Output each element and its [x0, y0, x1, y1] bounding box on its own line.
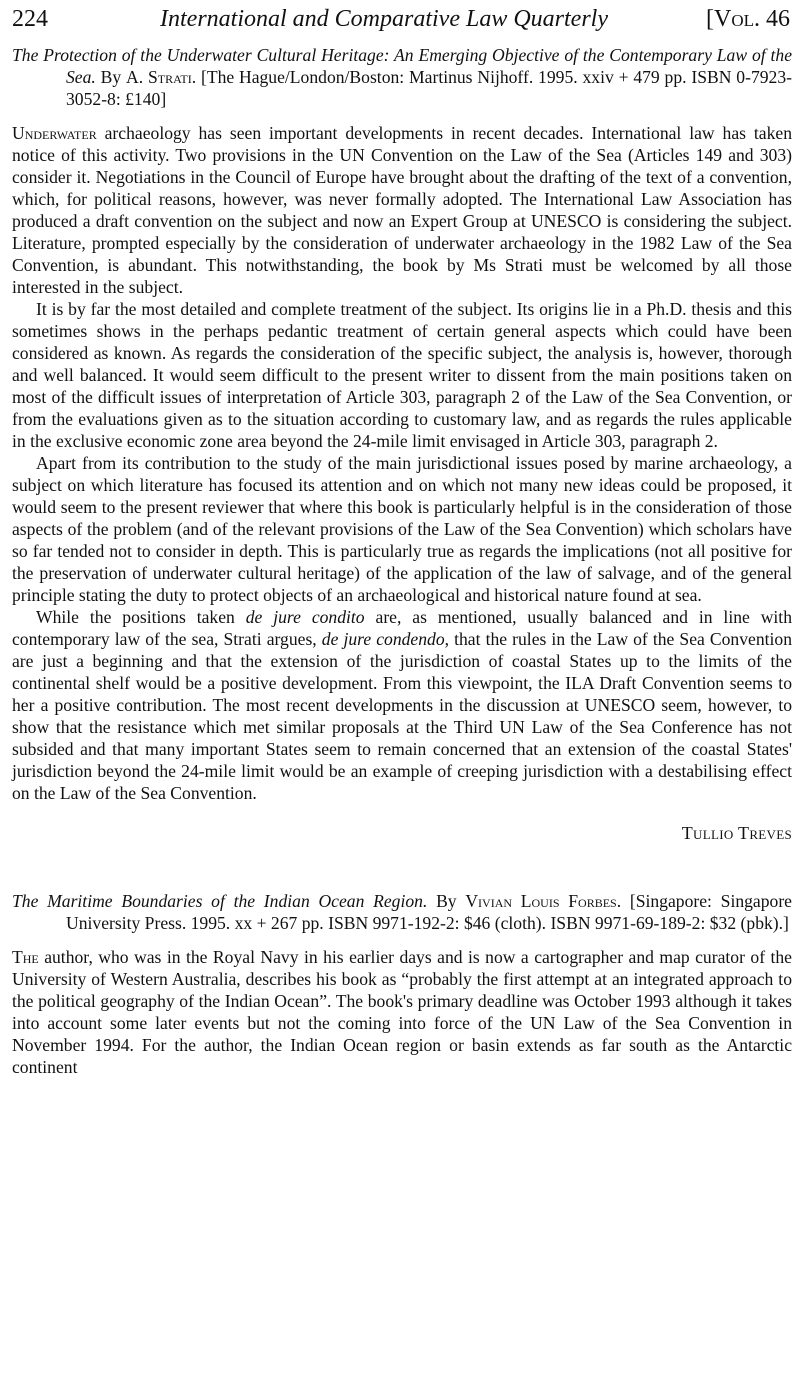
reviewer-signature: Tullio Treves [681, 823, 792, 843]
book-title: The Protection of the Underwater Cultural Heritage: An Emerging Objective of the Contemporary Law of the Sea. [12, 45, 792, 87]
review-paragraph: It is by far the most detailed and complete treatment of the subject. Its origins lie in a Ph.D. thesis and this sometimes shows in the perhaps pedantic treatment of certain general aspects which could have been considered as known. As regards the consideration of the specific subject, the analysis is, however, thorough and well balanced. It would seem difficult to the present writer to dissent from the main positions taken on most of the difficult issues of interpretation of Article 303, paragraph 2 of the Law of the Sea Convention, or from the evaluations given as to the situation according to customary law, and as regards the rules applicable in the exclusive economic zone area beyond the 24-mile limit envisaged in Article 303, paragraph 2. [12, 299, 792, 451]
review-paragraph [12, 606, 792, 804]
running-head [12, 2, 790, 36]
book-title: The Maritime Boundaries of the Indian Ocean Region. [12, 891, 428, 911]
latin-phrase: de jure condito [245, 607, 365, 627]
citation-by: By [427, 891, 466, 911]
journal-title: International and Comparative Law Quarterly [160, 6, 608, 32]
volume-label: [Vol. 46 [706, 6, 790, 32]
review-strati [12, 44, 792, 844]
paragraph-text: archaeology has seen important developments in recent decades. International law has taken notice of this activity. Two provisions in the UN Convention on the Law of the Sea (Articles 149 and 303) consider it. Negotiations in the Council of Europe have brought about the drafting of the text of a convention, which, for political reasons, however, was never formally adopted. The International Law Association has produced a draft convention on the subject and now an Expert Group at UNESCO is considering the subject. Literature, prompted especially by the consideration of underwater archaeology in the 1982 Law of the Sea Convention, is abundant. This notwithstanding, the book by Ms Strati must be welcomed by all those interested in the subject. [12, 123, 792, 297]
page-number: 224 [12, 6, 48, 32]
lead-word: Underwater [12, 123, 97, 143]
review-paragraph: Apart from its contribution to the study of the main jurisdictional issues posed by marine archaeology, a subject on which literature has focused its attention and on which not many new ideas could be proposed, it would seem to the present reviewer that where this book is particularly helpful is in the consideration of those aspects of the problem (and of the relevant provisions of the Law of the Sea Convention) which scholars have so far tended not to consider in depth. This is particularly true as regards the implications (not all positive for the preservation of underwater cultural heritage) of the application of the law of salvage, and of the general principle stating the duty to protect objects of an archaeological and historical nature found at sea. [12, 453, 792, 605]
citation-by: By [95, 67, 127, 87]
review-forbes [12, 890, 792, 1078]
book-citation [12, 44, 792, 110]
page-content [12, 44, 792, 1078]
paragraph-text: , that the rules in the Law of the Sea Convention are just a beginning and that the extension of the jurisdiction of coastal States up to the limits of the continental shelf would be a positive development. From this viewpoint, the ILA Draft Convention seems to her a positive contribution. The most recent developments in the discussion at UNESCO seem, however, to show that the resistance which met similar proposals at the Third UN Law of the Sea Conference has not subsided and that many important States seem to remain concerned that an extension of the coastal States' jurisdiction beyond the 24-mile limit would be an example of creeping jurisdiction with a destabilising effect on the Law of the Sea Convention. [12, 629, 792, 803]
paragraph-text: author, who was in the Royal Navy in his earlier days and is now a cartographer and map curator of the University of Western Australia, describes his book as “probably the first attempt at an integrated approach to the political geography of the Indian Ocean”. The book's primary deadline was October 1993 although it takes into account some later events but not the coming into force of the UN Law of the Sea Convention in November 1994. For the author, the Indian Ocean region or basin extends as far south as the Antarctic continent [12, 947, 792, 1077]
paragraph-text: are, as mentioned, usually balanced and in line with contemporary law of the sea, Strati argues, [12, 607, 792, 649]
latin-phrase: de jure condendo [321, 629, 445, 649]
lead-word: The [12, 947, 39, 967]
book-citation [12, 890, 792, 934]
publication-details: . [Singapore: Singapore University Press. 1995. xx + 267 pp. ISBN 9971-192-2: $46 (cloth). ISBN 9971-69-189-2: $32 (pbk).] [66, 891, 792, 933]
book-author: A. Strati [126, 67, 192, 87]
review-paragraph [12, 946, 792, 1078]
paragraph-text: While the positions taken [36, 607, 246, 627]
book-author: Vivian Louis Forbes [465, 891, 617, 911]
publication-details: . [The Hague/London/Boston: Martinus Nijhoff. 1995. xxiv + 479 pp. ISBN 0-7923-3052-8: £140] [66, 67, 792, 109]
review-paragraph [12, 122, 792, 298]
